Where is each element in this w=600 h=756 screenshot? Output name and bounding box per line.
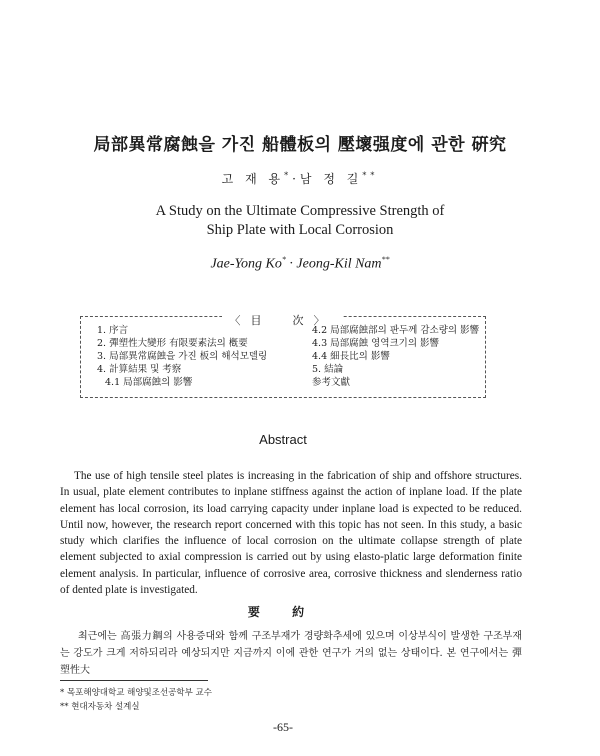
footnote-2: ** 현대자동차 설계실: [60, 702, 140, 712]
english-title-line2: Ship Plate with Local Corrosion: [206, 222, 394, 238]
english-title: [0, 202, 600, 240]
toc-item: 4.2 局部腐蝕部의 판두께 감소량의 影響: [312, 325, 480, 336]
footnote-1: * 목포해양대학교 해양및조선공학부 교수: [60, 688, 212, 698]
abstract-body: [60, 468, 522, 598]
toc-item: 4.4 細長比의 影響: [312, 351, 390, 362]
toc-item: 4. 計算結果 및 考察: [97, 364, 182, 375]
korean-title: 局部異常腐蝕을 가진 船體板의 壓壞强度에 관한 硏究: [93, 135, 507, 155]
summary-body: 최근에는 高張力鋼의 사용증대와 함께 구조부재가 경량화추세에 있으며 이상부식이 발생한 구조부재는 강도가 크게 저하되리라 예상되지만 지금까지 이에 관한 연구가 거의 없는 상태이다. 본 연구에서는 彈塑性大: [60, 631, 522, 676]
author1-ko-mark: *: [284, 171, 293, 180]
author2-ko: 남 정 길: [299, 172, 363, 186]
toc-item: 2. 彈塑性大變形 有限要素法의 槪要: [97, 338, 248, 349]
footnote-divider: [60, 680, 208, 681]
abstract-heading: Abstract: [259, 432, 307, 447]
toc-item: 1. 序言: [97, 325, 129, 336]
page-number: -65-: [273, 720, 293, 734]
author2-ko-mark: **: [362, 171, 379, 180]
toc-right-column: [312, 324, 479, 389]
toc-left-column: [97, 324, 267, 389]
toc-item: 5. 結論: [312, 364, 344, 375]
author2-en-mark: **: [381, 255, 390, 264]
toc-item: 4.3 局部腐蝕 영역크기의 影響: [312, 338, 440, 349]
toc-item: 参考文獻: [312, 377, 351, 388]
author1-en: Jae-Yong Ko: [210, 256, 282, 272]
english-authors: [0, 255, 600, 273]
english-title-line1: A Study on the Ultimate Compressive Strength of: [155, 203, 445, 219]
author-separator-ko: ·: [292, 172, 300, 186]
author2-en: Jeong-Kil Nam: [296, 256, 382, 272]
abstract-text: The use of high tensile steel plates is increasing in the fabrication of ship and offshore structures. In usual, plate element contributes to inplane stiffness against the action of inplane load. If the plate element has local corrosion, its load carrying capacity under inplane load is expected to be reduced. Until now, however, the research report concerned with this topic has not seen. In this study, a basic study which clarifies the influence of local corrosion on the ultimate collapse strength of plate element subjected to axial compression is carried out by using elasto-platic large deformation finite element analysis. In particular, influence of corrosive area, corrosive thickness and slenderness ratio of dented plate is investigated.: [60, 470, 522, 597]
author-separator-en: ·: [285, 256, 297, 272]
toc-item: 3. 局部異常腐蝕을 가진 板의 해석모델링: [97, 351, 268, 362]
summary-heading: 要 約: [247, 605, 319, 619]
footnotes: [60, 686, 212, 714]
toc-heading: 〈目 次〉: [80, 309, 484, 328]
korean-authors: [0, 170, 600, 187]
author1-ko: 고 재 용: [221, 172, 285, 186]
author1-en-mark: *: [281, 255, 286, 264]
toc-item: 4.1 局部腐蝕의 影響: [105, 377, 193, 388]
